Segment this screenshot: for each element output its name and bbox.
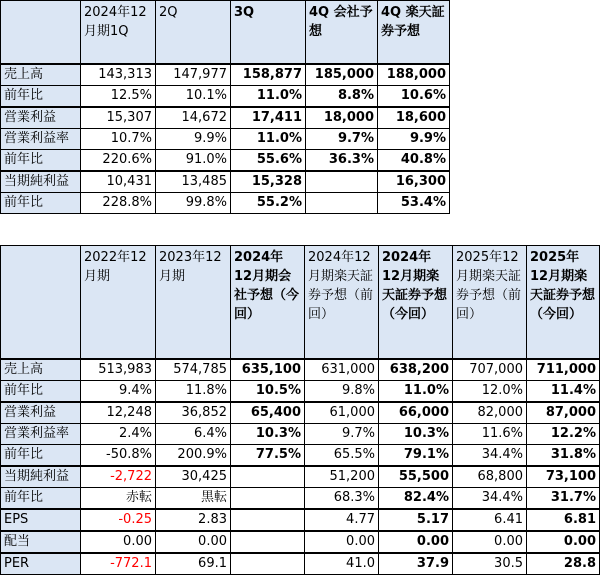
table-cell: 9.9% [156,129,231,150]
column-header [1,1,81,65]
table-cell: 10.5% [231,381,305,403]
row-label: 売上高 [1,359,81,381]
table-cell: 65,400 [231,402,305,424]
table-cell: 37.9 [379,553,453,575]
table-cell: 10.7% [81,129,156,150]
row-label: 前年比 [1,445,81,467]
table-cell: 91.0% [156,150,231,172]
table-row [1,107,450,129]
table-cell: 赤転 [81,488,156,510]
table-cell: 12.5% [81,86,156,108]
table-row [1,509,600,531]
table-cell: 黒転 [156,488,231,510]
table-cell: 12.2% [527,424,600,445]
table-row [1,381,600,403]
table-cell: 73,100 [527,466,600,488]
quarterly-table [0,0,450,214]
table-cell: 513,983 [81,359,156,381]
table-cell: 55,500 [379,466,453,488]
table-cell: 6.4% [156,424,231,445]
table-cell: 10.3% [231,424,305,445]
table-cell: 18,600 [378,107,450,129]
table-cell: 11.0% [379,381,453,403]
table-cell: 55.2% [231,193,306,214]
row-label: 前年比 [1,193,81,214]
table-cell: 11.4% [527,381,600,403]
table-cell: 77.5% [231,445,305,467]
table-row [1,445,600,467]
column-header: 2023年12月期 [156,246,231,360]
table-cell: 9.7% [306,129,378,150]
table-cell: 28.8 [527,553,600,575]
table-row [1,150,450,172]
table-cell [231,488,305,510]
table-cell: 10,431 [81,171,156,193]
table-cell: 15,307 [81,107,156,129]
row-label: 当期純利益 [1,171,81,193]
table-cell: 707,000 [453,359,527,381]
table-cell: 5.17 [379,509,453,531]
table-cell: 79.1% [379,445,453,467]
table-cell: 631,000 [305,359,379,381]
table-cell: 188,000 [378,64,450,86]
table-cell: 220.6% [81,150,156,172]
table-row [1,466,600,488]
table-cell: 34.4% [453,488,527,510]
row-label: 売上高 [1,64,81,86]
row-label: 営業利益率 [1,129,81,150]
column-header: 2Q [156,1,231,65]
column-header: 2025年12月期楽天証券予想（前回） [453,246,527,360]
table-cell: 65.5% [305,445,379,467]
table-cell: 17,411 [231,107,306,129]
table-cell: 10.3% [379,424,453,445]
table-cell: 15,328 [231,171,306,193]
table-cell: 68,800 [453,466,527,488]
table-cell [231,531,305,553]
table-cell: 13,485 [156,171,231,193]
table-cell: 12,248 [81,402,156,424]
column-header [1,246,81,360]
table-cell: 0.00 [156,531,231,553]
table-cell: -0.25 [81,509,156,531]
table-cell: 574,785 [156,359,231,381]
table-cell: 68.3% [305,488,379,510]
table-cell [231,509,305,531]
table-cell: 55.6% [231,150,306,172]
table-cell: 40.8% [378,150,450,172]
table-cell [231,466,305,488]
table-cell: 16,300 [378,171,450,193]
table-row [1,64,450,86]
table-cell: 30,425 [156,466,231,488]
table-row [1,488,600,510]
row-label: 前年比 [1,86,81,108]
column-header: 2024年12月期1Q [81,1,156,65]
row-label: 前年比 [1,150,81,172]
table-cell: 31.8% [527,445,600,467]
row-label: 配当 [1,531,81,553]
table-cell: 82.4% [379,488,453,510]
table-cell: 0.00 [81,531,156,553]
table-cell: 31.7% [527,488,600,510]
table-cell: 0.00 [305,531,379,553]
table-cell: -2,722 [81,466,156,488]
table-cell: 228.8% [81,193,156,214]
column-header: 3Q [231,1,306,65]
table-cell: 51,200 [305,466,379,488]
table-cell: 185,000 [306,64,378,86]
table-cell: 635,100 [231,359,305,381]
header-row [1,246,600,360]
table-row [1,402,600,424]
table-cell: 638,200 [379,359,453,381]
table-cell: 11.0% [231,129,306,150]
table-cell: 9.9% [378,129,450,150]
column-header: 2024年12月期楽天証券予想（前回） [305,246,379,360]
table-cell: 82,000 [453,402,527,424]
table-cell: -772.1 [81,553,156,575]
table-cell: 6.41 [453,509,527,531]
table-cell: -50.8% [81,445,156,467]
column-header: 2025年12月期楽天証券予想（今回） [527,246,600,360]
row-label: 前年比 [1,381,81,403]
table-cell: 12.0% [453,381,527,403]
table-cell: 2.4% [81,424,156,445]
table-cell [306,171,378,193]
table-row [1,359,600,381]
table-cell: 41.0 [305,553,379,575]
table-cell [306,193,378,214]
table-row [1,171,450,193]
table-cell: 30.5 [453,553,527,575]
table-cell: 4.77 [305,509,379,531]
table-cell: 147,977 [156,64,231,86]
table-cell: 158,877 [231,64,306,86]
column-header: 2022年12月期 [81,246,156,360]
table-cell: 0.00 [379,531,453,553]
column-header: 4Q 会社予想 [306,1,378,65]
table-cell: 11.0% [231,86,306,108]
column-header: 2024年12月期楽天証券予想（今回） [379,246,453,360]
table-cell: 69.1 [156,553,231,575]
table-cell: 11.8% [156,381,231,403]
row-label: 営業利益 [1,402,81,424]
table-cell: 87,000 [527,402,600,424]
table-cell: 11.6% [453,424,527,445]
table-cell: 34.4% [453,445,527,467]
table-row [1,424,600,445]
table-cell: 36.3% [306,150,378,172]
table-cell: 711,000 [527,359,600,381]
table-cell: 9.4% [81,381,156,403]
table-cell: 9.7% [305,424,379,445]
table-row [1,553,600,575]
table-cell: 99.8% [156,193,231,214]
row-label: 当期純利益 [1,466,81,488]
row-label: 前年比 [1,488,81,510]
column-header: 2024年12月期会社予想（今回） [231,246,305,360]
row-label: EPS [1,509,81,531]
table-cell: 8.8% [306,86,378,108]
table-cell: 9.8% [305,381,379,403]
table-cell: 66,000 [379,402,453,424]
table-cell: 36,852 [156,402,231,424]
table-row [1,129,450,150]
table-cell: 61,000 [305,402,379,424]
table-cell: 200.9% [156,445,231,467]
table-row [1,86,450,108]
table-cell: 0.00 [527,531,600,553]
table-cell: 18,000 [306,107,378,129]
row-label: 営業利益 [1,107,81,129]
header-row [1,1,450,65]
table-row [1,193,450,214]
row-label: 営業利益率 [1,424,81,445]
table-cell: 6.81 [527,509,600,531]
table-cell: 143,313 [81,64,156,86]
table-cell: 10.6% [378,86,450,108]
table-cell: 53.4% [378,193,450,214]
table-cell [231,553,305,575]
table-cell: 10.1% [156,86,231,108]
table-cell: 0.00 [453,531,527,553]
table-cell: 14,672 [156,107,231,129]
row-label: PER [1,553,81,575]
annual-table [0,245,600,575]
table-cell: 2.83 [156,509,231,531]
column-header: 4Q 楽天証券予想 [378,1,450,65]
table-row [1,531,600,553]
